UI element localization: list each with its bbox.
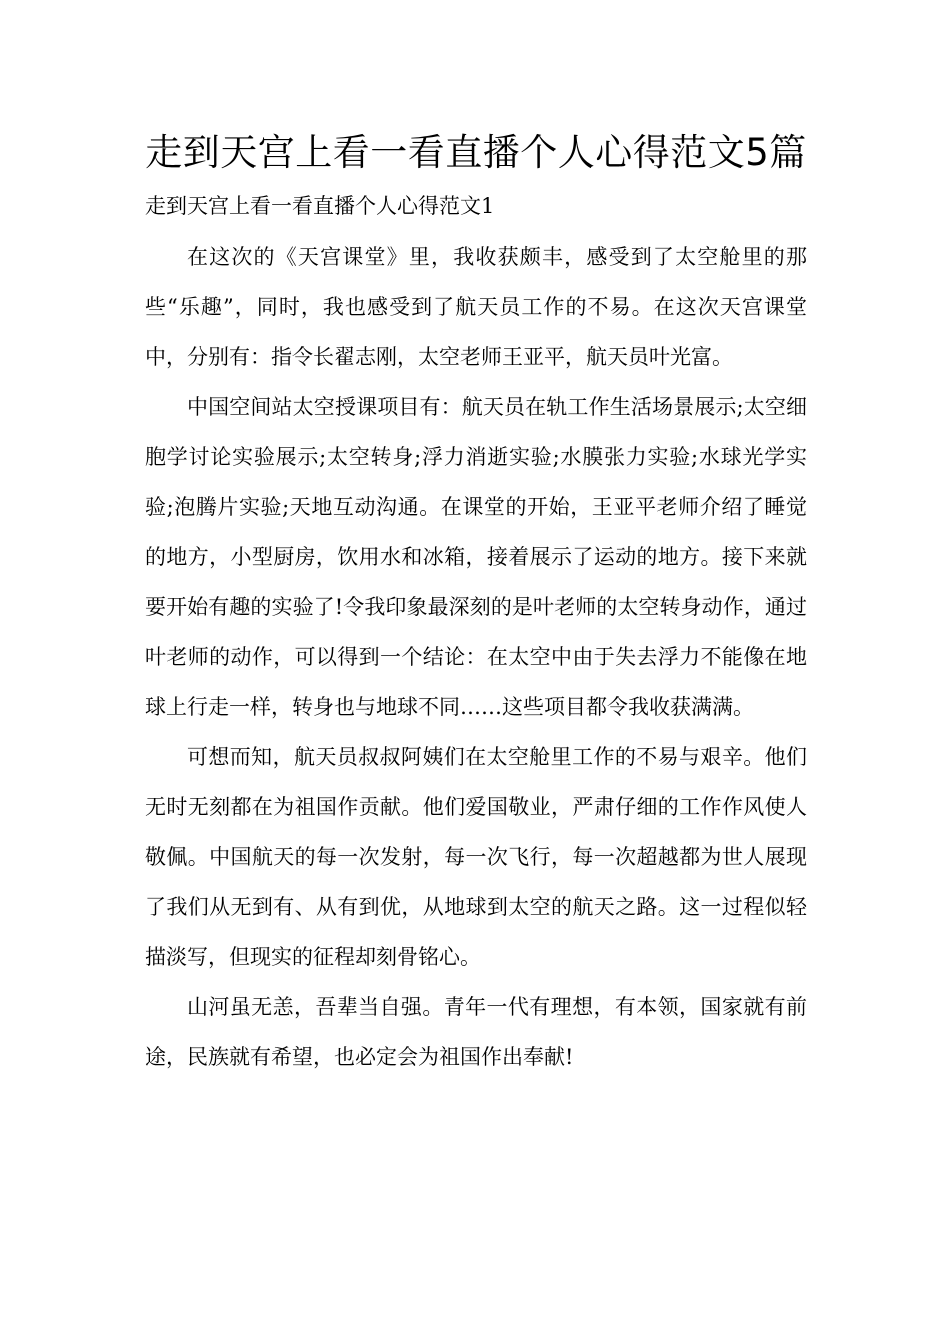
section-heading: 走到天宫上看一看直播个人心得范文1 — [145, 194, 495, 218]
paragraph-3: 可想而知，航天员叔叔阿姨们在太空舱里工作的不易与艰辛。他们无时无刻都在为祖国作贡献。他们爱国敬业，严肃仔细的工作作风使人敬佩。中国航天的每一次发射，每一次飞行，每一次超越都为世人展现了我们从无到有、从有到优，从地球到太空的航天之路。这一过程似轻描淡写，但现实的征程却刻骨铭心。 — [145, 745, 807, 969]
paragraph-1: 在这次的《天宫课堂》里，我收获颇丰，感受到了太空舱里的那些“乐趣”，同时，我也感受到了航天员工作的不易。在这次天宫课堂中，分别有：指令长翟志刚，太空老师王亚平，航天员叶光富。 — [145, 245, 807, 369]
document-page — [145, 128, 807, 1082]
document-title: 走到天宫上看一看直播个人心得范文5篇 — [145, 131, 807, 174]
paragraph-2: 中国空间站太空授课项目有：航天员在轨工作生活场景展示;太空细胞学讨论实验展示;太空转身;浮力消逝实验;水膜张力实验;水球光学实验;泡腾片实验;天地互动沟通。在课堂的开始，王亚平老师介绍了睡觉的地方，小型厨房，饮用水和冰箱，接着展示了运动的地方。接下来就要开始有趣的实验了!令我印象最深刻的是叶老师的太空转身动作，通过叶老师的动作，可以得到一个结论：在太空中由于失去浮力不能像在地球上行走一样，转身也与地球不同……这些项目都令我收获满满。 — [145, 395, 807, 719]
paragraph-4: 山河虽无恙，吾辈当自强。青年一代有理想，有本领，国家就有前途，民族就有希望，也必定会为祖国作出奉献! — [145, 995, 807, 1069]
